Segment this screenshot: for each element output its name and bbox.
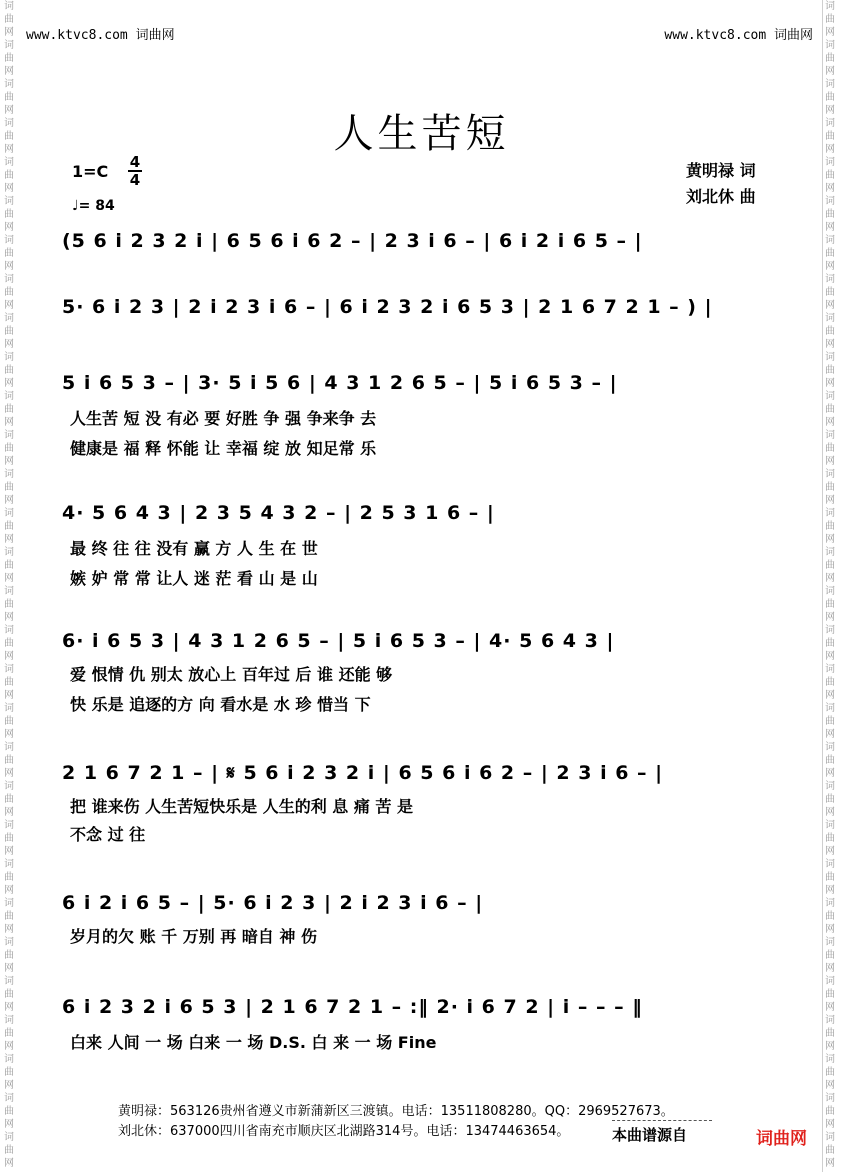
- footer-lyricist-contact: 黄明禄：563126贵州省遵义市新蒲新区三渡镇。电话：13511808280。QQ：2969527673。: [118, 1104, 674, 1119]
- score-row-5-lyrics-1: 爱 恨情 仇 别太 放心上 百年过 后 谁 还能 够: [70, 665, 393, 684]
- watermark-right: 词曲网词曲网词曲网词曲网词曲网词曲网词曲网词曲网词曲网词曲网词曲网词曲网词曲网词曲网词曲网词曲网词曲网词曲网词曲网词曲网词曲网词曲网词曲网词曲网词曲网词曲网词曲网词曲网词曲网词曲网: [822, 0, 837, 1172]
- score-row-1-notes: (5 6 i 2 3 2 i | 6 5 6 i 6 2 – | 2 3 i 6 – | 6 i 2 i 6 5 – |: [62, 230, 643, 252]
- score-row-2-notes: 5· 6 i 2 3 | 2 i 2 3 i 6 – | 6 i 2 3 2 i 6 5 3 | 2 1 6 7 2 1 – ) |: [62, 296, 713, 318]
- source-divider: [612, 1120, 712, 1121]
- score-row-3-lyrics-2: 健康是 福 释 怀能 让 幸福 绽 放 知足常 乐: [70, 439, 377, 458]
- meter-bottom: 4: [129, 171, 141, 189]
- score-row-3-notes: 5 i 6 5 3 – | 3· 5 i 5 6 | 4 3 1 2 6 5 – | 5 i 6 5 3 – |: [62, 372, 618, 394]
- time-signature: [128, 154, 142, 188]
- score-row-3-lyrics-1: 人生苦 短 没 有必 要 好胜 争 强 争来争 去: [70, 409, 377, 428]
- watermark-left: 词曲网词曲网词曲网词曲网词曲网词曲网词曲网词曲网词曲网词曲网词曲网词曲网词曲网词曲网词曲网词曲网词曲网词曲网词曲网词曲网词曲网词曲网词曲网词曲网词曲网词曲网词曲网词曲网词曲网词曲网: [4, 1, 14, 1169]
- score-row-8-lyrics-1: 白来 人间 一 场 白来 一 场 D.S. 白 来 一 场 Fine: [70, 1033, 437, 1052]
- site-link-right[interactable]: www.ktvc8.com 词曲网: [664, 28, 813, 43]
- score-row-7-notes: 6 i 2 i 6 5 – | 5· 6 i 2 3 | 2 i 2 3 i 6 – |: [62, 892, 484, 914]
- lyricist-credit: 黄明禄 词: [686, 161, 756, 180]
- score-row-7-lyrics-1: 岁月的欠 账 千 万别 再 暗自 神 伤: [70, 927, 317, 946]
- score-row-6-lyrics-1: 把 谁来伤 人生苦短快乐是 人生的利 息 痛 苦 是: [70, 797, 413, 816]
- score-row-4-lyrics-1: 最 终 往 往 没有 赢 方 人 生 在 世: [70, 539, 318, 558]
- score-row-4-lyrics-2: 嫉 妒 常 常 让人 迷 茫 看 山 是 山: [70, 569, 318, 588]
- score-row-8-notes: 6 i 2 3 2 i 6 5 3 | 2 1 6 7 2 1 – :‖ 2· i 6 7 2 | i – – – ‖: [62, 996, 643, 1018]
- score-row-5-lyrics-2: 快 乐是 追逐的方 向 看水是 水 珍 惜当 下: [70, 695, 371, 714]
- meter-top: 4: [129, 153, 141, 171]
- key-signature: 1=C: [72, 162, 109, 181]
- song-title: 人生苦短: [333, 111, 510, 157]
- composer-credit: 刘北休 曲: [686, 187, 756, 206]
- site-link-left[interactable]: www.ktvc8.com 词曲网: [26, 28, 175, 43]
- site-logo[interactable]: 词曲网: [756, 1129, 807, 1149]
- footer-composer-contact: 刘北休：637000四川省南充市顺庆区北湖路314号。电话：13474463654。: [118, 1124, 570, 1139]
- score-row-6-lyrics-2: 不念 过 往: [70, 825, 146, 844]
- source-label: 本曲谱源自: [612, 1126, 688, 1144]
- score-row-5-notes: 6· i 6 5 3 | 4 3 1 2 6 5 – | 5 i 6 5 3 – | 4· 5 6 4 3 |: [62, 630, 615, 652]
- score-row-4-notes: 4· 5 6 4 3 | 2 3 5 4 3 2 – | 2 5 3 1 6 – |: [62, 502, 495, 524]
- tempo-marking: ♩= 84: [72, 198, 115, 214]
- score-row-6-notes: 2 1 6 7 2 1 – | 𝄋 5 6 i 2 3 2 i | 6 5 6 i 6 2 – | 2 3 i 6 – |: [62, 762, 664, 784]
